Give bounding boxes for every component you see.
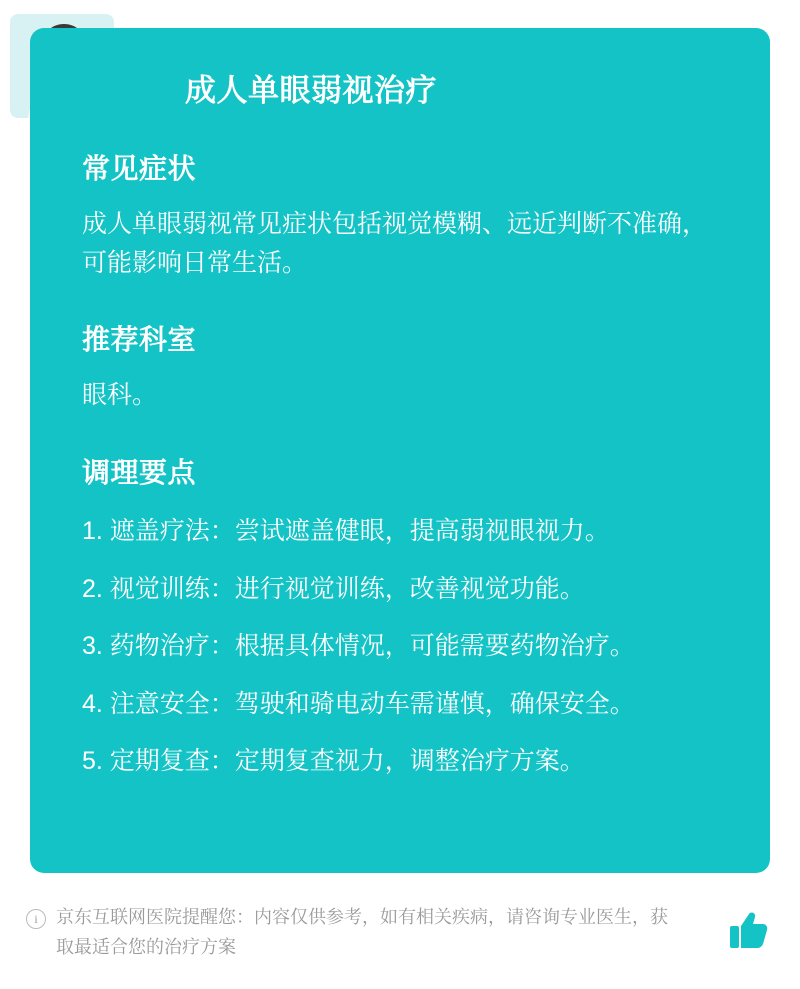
advice-card <box>30 28 770 873</box>
thumbs-up-icon[interactable] <box>728 909 770 949</box>
disclaimer-text: 京东互联网医院提醒您：内容仅供参考，如有相关疾病，请咨询专业医生，获取最适合您的治疗方案 <box>56 907 668 957</box>
list-item: 2. 视觉训练：进行视觉训练，改善视觉功能。 <box>82 574 585 603</box>
care-points-list <box>60 513 740 781</box>
list-item: 1. 遮盖疗法：尝试遮盖健眼，提高弱视眼视力。 <box>82 517 610 545</box>
footer-disclaimer <box>0 893 800 989</box>
list-item: 5. 定期复查：定期复查视力，调整治疗方案。 <box>82 747 585 775</box>
section-body-symptoms: 成人单眼弱视常见症状包括视觉模糊、远近判断不准确，可能影响日常生活。 <box>82 209 708 277</box>
info-icon: i <box>26 909 46 929</box>
section-heading-care-points: 调理要点 <box>82 457 197 488</box>
list-item: 3. 药物治疗：根据具体情况，可能需要药物治疗。 <box>82 632 635 660</box>
section-body-department: 眼科。 <box>82 381 158 410</box>
page-title: 成人单眼弱视治疗 <box>185 73 437 108</box>
section-heading-department: 推荐科室 <box>82 324 197 356</box>
list-item: 4. 注意安全：驾驶和骑电动车需谨慎，确保安全。 <box>82 689 635 718</box>
section-heading-symptoms: 常见症状 <box>82 152 197 184</box>
